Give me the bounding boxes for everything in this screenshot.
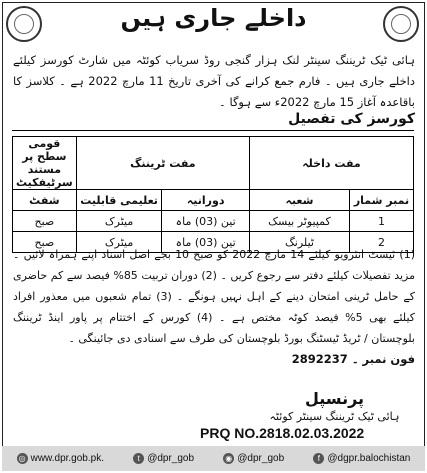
admission-headline: داخلے جاری ہیں	[120, 4, 307, 32]
footer-twitter[interactable]	[133, 453, 194, 464]
facebook-text: @dgpr.balochistan	[327, 453, 411, 464]
phone-line	[292, 352, 415, 366]
table-row	[13, 211, 414, 232]
row-qualification: میٹرک	[76, 232, 162, 253]
principal-title: پرنسپل	[304, 389, 365, 408]
row-trade: ٹیلرنگ	[249, 232, 349, 253]
website-text: www.dpr.gob.pk.	[30, 453, 104, 464]
courses-section-title: کورسز کی تفصیل	[288, 111, 415, 127]
header-shift: شفٹ	[13, 190, 77, 211]
footer-bar	[2, 446, 425, 471]
group-admission-cell: مفت داخلہ	[249, 137, 413, 190]
row-serial: 1	[349, 211, 413, 232]
row-shift: صبح	[13, 232, 77, 253]
row-trade: کمپیوٹر بیسک	[249, 211, 349, 232]
training-center-logo-icon	[383, 6, 419, 42]
row-shift: صبح	[13, 211, 77, 232]
facebook-icon: f	[313, 453, 324, 464]
phone-number: 2892237	[291, 352, 348, 366]
header-trade: شعبہ	[249, 190, 349, 211]
row-qualification: میٹرک	[76, 211, 162, 232]
courses-table	[12, 136, 414, 253]
table-header-row	[13, 190, 414, 211]
intro-paragraph: ہائی ٹیک ٹریننگ سینٹر لنک ہزار گنجی روڈ سریاب کوئٹہ میں شارٹ کورسز کیلئے داخلے جاری ہیں ۔ فارم جمع کرانے کی آخری تاریخ 11 مارچ 2022 ہے ۔ کلاسز کا باقاعدہ آغاز 15 مارچ 2022ء سے ہوگا ۔	[13, 53, 415, 109]
instagram-icon: ◉	[223, 453, 234, 464]
twitter-icon: t	[133, 453, 144, 464]
footer-facebook[interactable]	[313, 453, 410, 464]
footer-website[interactable]	[17, 453, 104, 464]
prq-number: PRQ NO.2818.02.03.2022	[200, 425, 365, 441]
phone-label: فون نمبر ۔	[351, 352, 415, 366]
twitter-text: @dpr_gob	[147, 453, 195, 464]
signature-block	[242, 389, 427, 423]
principal-subtitle: ہائی ٹیک ٹریننگ سینٹر کوئٹہ	[269, 410, 400, 423]
table-group-row	[13, 137, 414, 190]
group-training-cell: مفت ٹریننگ	[76, 137, 249, 190]
group-certificate-cell: قومی سطح پر مستند سرٹیفکیٹ	[13, 137, 77, 190]
instagram-text: @dpr_gob	[237, 453, 285, 464]
section-divider	[12, 130, 414, 131]
row-duration: تین (03) ماہ	[162, 211, 250, 232]
globe-icon: ◎	[17, 453, 28, 464]
header-duration: دورانیہ	[162, 190, 250, 211]
footer-instagram[interactable]	[223, 453, 284, 464]
row-duration: تین (03) ماہ	[162, 232, 250, 253]
header-qualification: تعلیمی قابلیت	[76, 190, 162, 211]
row-serial: 2	[349, 232, 413, 253]
government-logo-icon	[6, 6, 42, 42]
notes-paragraph: (1) ٹیسٹ انٹرویو کیلئے 14 مارچ 2022 کو صبح 10 بجے اصل اسناد اپنے ہمراہ لائیں ۔ مزید تفصیلات کیلئے دفتر سے رجوع کریں ۔ (2) دوران تربیت 85% فیصد سے کم حاضری کے حامل ٹرینی امتحان دینے کے اہل نہیں ہونگے ۔ (3) تمام شعبوں میں معذور افراد کیلئے بھی 5% فیصد کوٹہ مختص ہے ۔ (4) کورس کے اختتام پر پاور اینڈ ٹریننگ بلوچستان / ٹریڈ ٹیسٹنگ بورڈ بلوچستان کی طرف سے اسنادی دی جائینگی ۔	[13, 248, 415, 345]
header-serial: نمبر شمار	[349, 190, 413, 211]
